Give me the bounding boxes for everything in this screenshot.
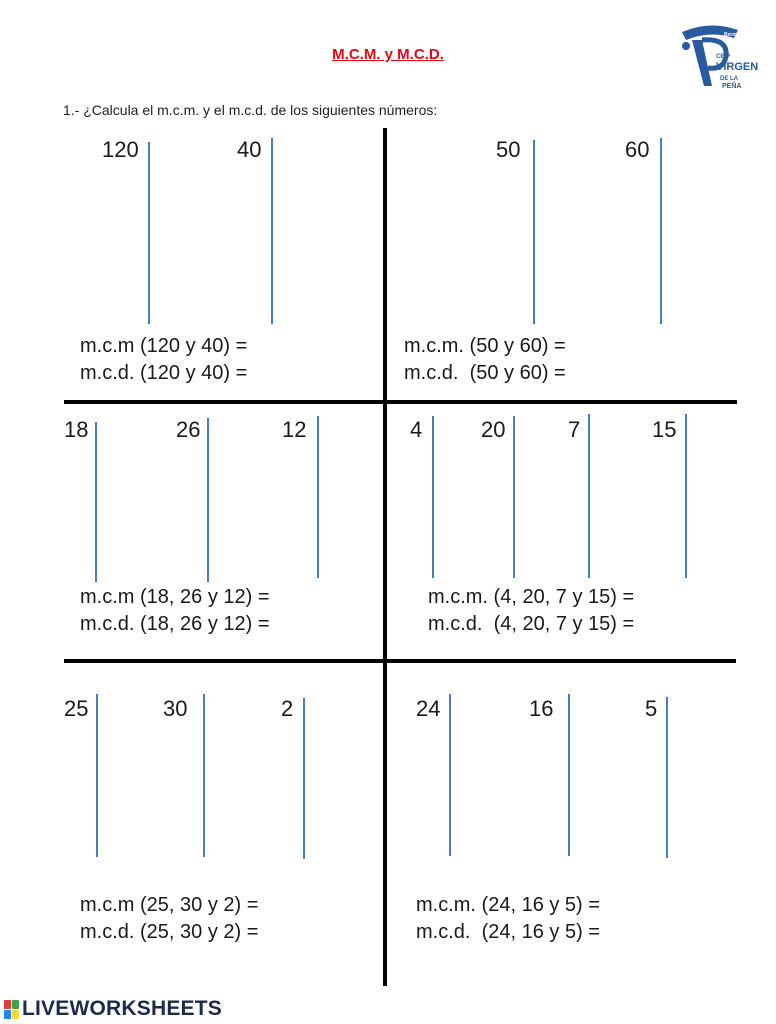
- factor-line: [685, 414, 687, 578]
- factor-line: [432, 416, 434, 578]
- number: 50: [496, 137, 521, 162]
- mcm-formula: m.c.m (25, 30 y 2) =: [80, 894, 259, 916]
- factor-line: [207, 418, 209, 582]
- number: 2: [281, 696, 294, 721]
- factor-line: [271, 138, 273, 324]
- footer-brand: [4, 996, 222, 1022]
- number: 4: [410, 417, 423, 442]
- factor-line: [513, 416, 515, 578]
- number: 120: [102, 137, 139, 162]
- mcm-formula: m.c.m (120 y 40) =: [80, 335, 248, 357]
- factor-line: [317, 416, 319, 578]
- number: 25: [64, 696, 89, 721]
- mcd-formula: m.c.d. (120 y 40) =: [80, 362, 248, 384]
- mcm-formula: m.c.m. (4, 20, 7 y 15) =: [428, 586, 635, 608]
- factor-line: [588, 414, 590, 578]
- number: 24: [416, 696, 441, 721]
- factor-line: [568, 694, 570, 856]
- number: 60: [625, 137, 650, 162]
- number: 16: [529, 696, 554, 721]
- factor-line: [203, 694, 205, 857]
- number: 40: [237, 137, 262, 162]
- logo-line-2: VIRGEN: [716, 61, 759, 73]
- mcm-formula: m.c.m (18, 26 y 12) =: [80, 586, 270, 608]
- mcm-formula: m.c.m. (50 y 60) =: [404, 335, 566, 357]
- factor-line: [303, 698, 305, 859]
- vertical-divider: [383, 128, 387, 986]
- mcd-formula: m.c.d. (50 y 60) =: [404, 362, 566, 384]
- factor-line: [666, 697, 668, 858]
- factor-line: [449, 694, 451, 856]
- number: 20: [481, 417, 506, 442]
- horizontal-divider-1: [64, 400, 737, 404]
- factor-line: [96, 694, 98, 857]
- factor-line: [148, 142, 150, 324]
- number: 30: [163, 696, 188, 721]
- number: 26: [176, 417, 201, 442]
- factor-line: [660, 138, 662, 324]
- mcd-formula: m.c.d. (4, 20, 7 y 15) =: [428, 613, 635, 635]
- mcm-formula: m.c.m. (24, 16 y 5) =: [416, 894, 600, 916]
- mcd-formula: m.c.d. (24, 16 y 5) =: [416, 921, 600, 943]
- horizontal-divider-2: [64, 659, 736, 663]
- logo-line-4: PEÑA: [722, 83, 742, 90]
- logo-arc-text: Bermeo: [724, 32, 743, 38]
- liveworksheets-icon: [4, 998, 20, 1020]
- mcd-formula: m.c.d. (18, 26 y 12) =: [80, 613, 270, 635]
- number: 12: [282, 417, 307, 442]
- number: 5: [645, 696, 658, 721]
- number: 18: [64, 417, 89, 442]
- logo-line-3: DE LA: [720, 76, 738, 82]
- number: 15: [652, 417, 677, 442]
- footer-brand-text: LIVEWORKSHEETS: [22, 997, 222, 1020]
- instruction-text: 1.- ¿Calcula el m.c.m. y el m.c.d. de los siguientes números:: [63, 102, 438, 118]
- logo-line-1: CEIP: [716, 54, 731, 60]
- page-title: M.C.M. y M.C.D.: [332, 46, 444, 63]
- school-logo: [672, 20, 759, 96]
- number: 7: [568, 417, 581, 442]
- factor-line: [533, 140, 535, 324]
- mcd-formula: m.c.d. (25, 30 y 2) =: [80, 921, 259, 943]
- factor-line: [95, 422, 97, 582]
